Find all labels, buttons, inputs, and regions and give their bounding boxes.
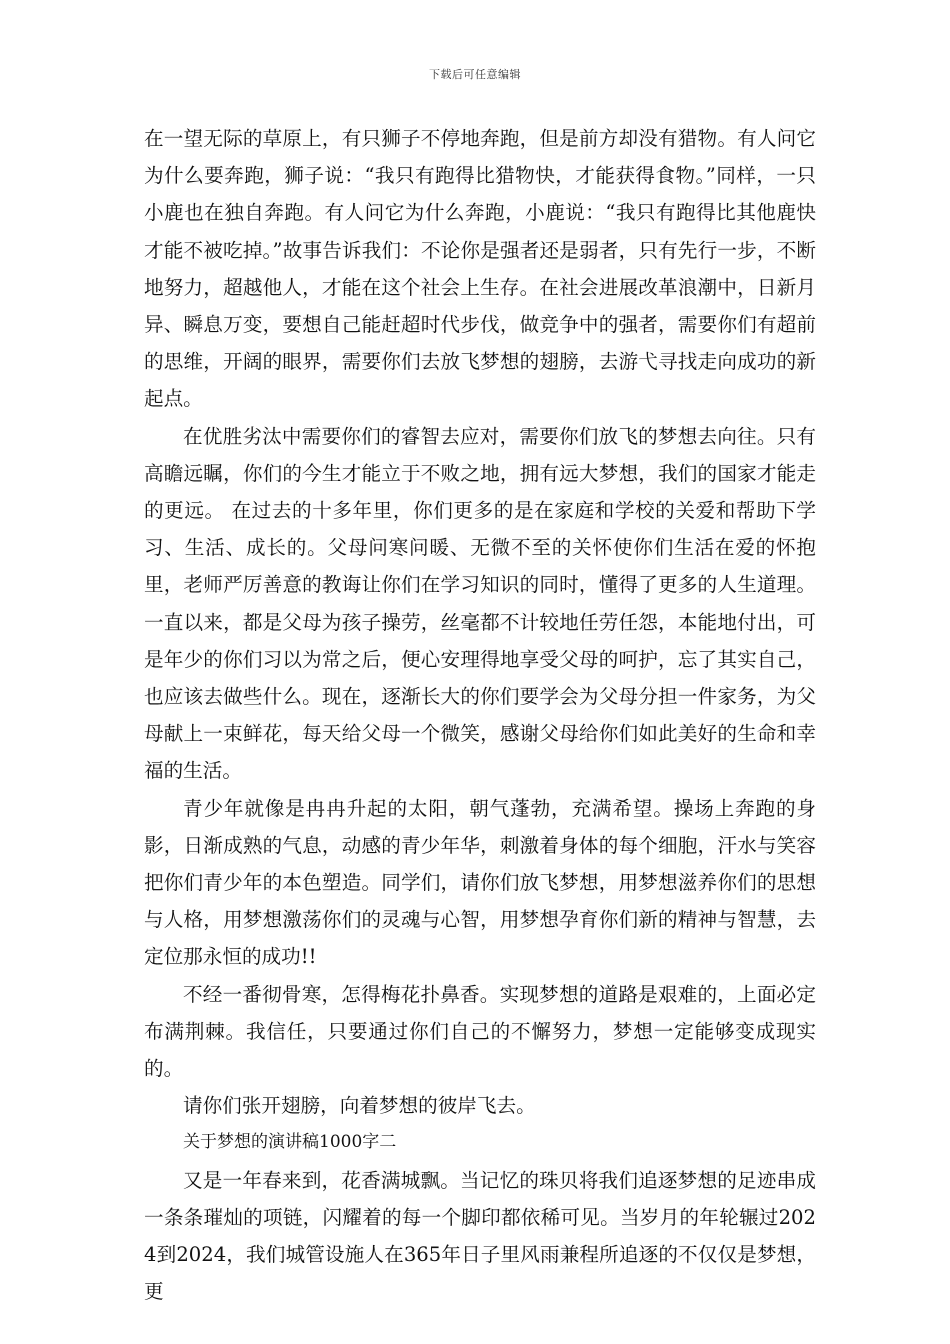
paragraph-lion-story: 在一望无际的草原上，有只狮子不停地奔跑，但是前方却没有猎物。有人问它为什么要奔跑，狮子说：“我只有跑得比猎物快，才能获得食物。”同样，一只小鹿也在独自奔跑。有人问它为什么奔跑，小鹿说：“我只有跑得比其他鹿快才能不被吃掉。”故事告诉我们：不论你是强者还是弱者，只有先行一步，不断地努力，超越他人，才能在这个社会上生存。在社会进展改革浪潮中，日新月异、瞬息万变，要想自己能赶超时代步伐，做竞争中的强者，需要你们有超前的思维，开阔的眼界，需要你们去放飞梦想的翅膀，去游弋寻找走向成功的新起点。	[144, 127, 816, 411]
section-title: 关于梦想的演讲稿1000字二	[183, 1132, 397, 1153]
paragraph-spring: 又是一年春来到，花香满城飘。当记忆的珠贝将我们追逐梦想的足迹串成一条条璀灿的项链，闪耀着的每一个脚印都依稀可见。当岁月的年轮辗过2024到2024，我们城管设施人在365年日子里风雨兼程所追逐的不仅仅是梦想，更	[144, 1168, 816, 1304]
document-body	[144, 120, 816, 1311]
paragraph-spread-wings: 请你们张开翅膀，向着梦想的彼岸飞去。	[183, 1094, 536, 1118]
paragraph-plum-blossom: 不经一番彻骨寒，怎得梅花扑鼻香。实现梦想的道路是艰难的，上面必定布满荆棘。我信任，只要通过你们自己的不懈努力，梦想一定能够变成现实的。	[144, 982, 816, 1081]
page-header-note: 下载后可任意编辑	[429, 68, 521, 81]
paragraph-parents: 在优胜劣汰中需要你们的睿智去应对，需要你们放飞的梦想去向往。只有高瞻远瞩，你们的今生才能立于不败之地，拥有远大梦想，我们的国家才能走的更远。 在过去的十多年里，你们更多的是在家庭和学校的关爱和帮助下学习、生活、成长的。父母问寒问暖、无微不至的关怀使你们生活在爱的怀抱里，老师严厉善意的教诲让你们在学习知识的同时，懂得了更多的人生道理。一直以来，都是父母为孩子操劳，丝毫都不计较地任劳任怨，本能地付出，可是年少的你们习以为常之后，便心安理得地享受父母的呵护，忘了其实自己，也应该去做些什么。现在，逐渐长大的你们要学会为父母分担一件家务，为父母献上一束鲜花，每天给父母一个微笑，感谢父母给你们如此美好的生命和幸福的生活。	[144, 424, 816, 783]
paragraph-youth: 青少年就像是冉冉升起的太阳，朝气蓬勃，充满希望。操场上奔跑的身影，日渐成熟的气息，动感的青少年华，刺激着身体的每个细胞，汗水与笑容把你们青少年的本色塑造。同学们，请你们放飞梦想，用梦想滋养你们的思想与人格，用梦想激荡你们的灵魂与心智，用梦想孕育你们新的精神与智慧，去定位那永恒的成功!!	[144, 796, 816, 969]
